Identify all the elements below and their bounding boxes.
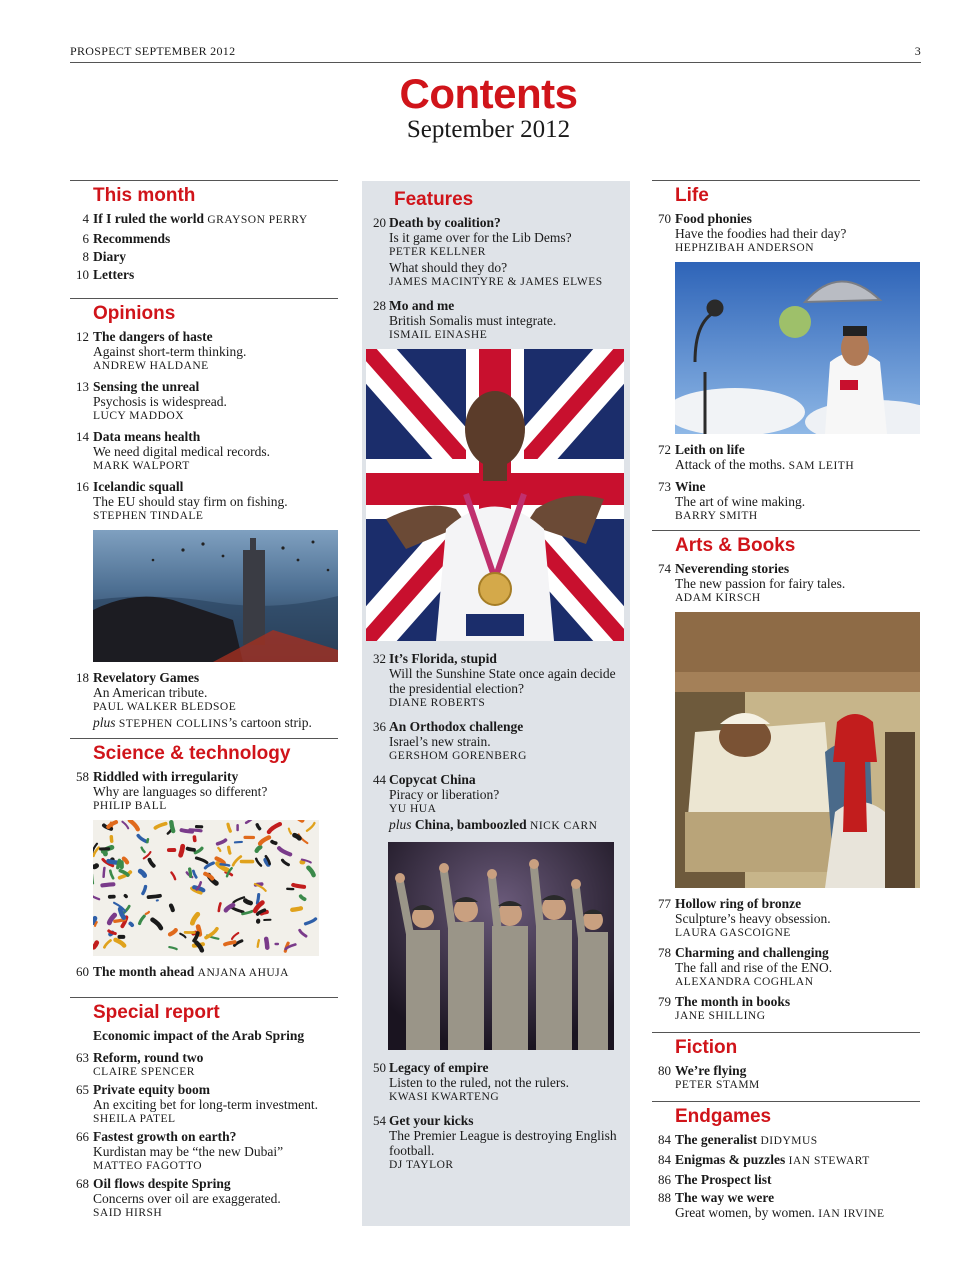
entry-author: ADAM KIRSCH	[675, 592, 761, 604]
page-ref: 28	[373, 298, 386, 313]
section-opinions	[70, 298, 338, 732]
entry-description: Sculpture’s heavy obsession.	[675, 911, 831, 926]
section-title: Features	[394, 189, 474, 210]
entry-description: Why are languages so different?	[93, 784, 268, 799]
page-ref: 73	[658, 479, 671, 494]
brush-stroke	[109, 861, 118, 863]
plus-rest: ’s cartoon strip.	[228, 715, 312, 730]
plus-title: China, bamboozled	[414, 817, 527, 832]
toc-entry[interactable]	[362, 298, 630, 343]
brush-stroke	[171, 906, 173, 911]
section-title: Endgames	[675, 1106, 772, 1127]
entry-author: SHEILA PATEL	[93, 1113, 176, 1125]
toc-entry[interactable]	[362, 772, 630, 834]
entry-author: ANDREW HALDANE	[93, 360, 209, 372]
entry-description: Is it game over for the Lib Dems?	[389, 230, 572, 245]
chef-cloche-photo	[675, 262, 920, 434]
page-ref: 68	[76, 1176, 89, 1191]
page-ref: 16	[76, 479, 89, 494]
entry-author: PETER STAMM	[675, 1079, 760, 1091]
page-ref: 8	[82, 249, 89, 264]
brush-stroke	[295, 835, 300, 838]
entry-title: Diary	[93, 249, 126, 264]
toc-entry[interactable]	[70, 231, 338, 246]
section-science	[70, 738, 338, 981]
section-arts-books	[652, 530, 920, 1024]
page-ref: 66	[76, 1129, 89, 1144]
brush-stroke	[258, 940, 259, 947]
brush-stroke	[257, 825, 259, 829]
left-column	[70, 180, 338, 1227]
entry-title: Recommends	[93, 231, 171, 246]
entry-author: PETER KELLNER	[389, 246, 486, 258]
page-ref: 63	[76, 1050, 89, 1065]
page-ref: 60	[76, 964, 89, 979]
toc-entry[interactable]	[362, 1113, 630, 1173]
section-title: Fiction	[675, 1037, 738, 1058]
entry-title: The way we were	[675, 1190, 775, 1205]
brush-stroke	[257, 895, 258, 904]
brush-stroke	[257, 847, 261, 851]
entry-description: Will the Sunshine State once again decide the presidential election?	[389, 666, 616, 696]
entry-title: Letters	[93, 267, 135, 282]
brush-stroke	[171, 822, 173, 831]
plus-author: NICK CARN	[530, 820, 598, 832]
entry-title: Charming and challenging	[675, 945, 829, 960]
entry-description: Psychosis is widespread.	[93, 394, 227, 409]
page-subtitle: September 2012	[406, 116, 571, 143]
entry-author-2: JAMES MACINTYRE & JAMES ELWES	[389, 276, 603, 288]
entry-author: IAN STEWART	[788, 1155, 870, 1167]
brush-stroke	[94, 918, 95, 922]
brush-stroke	[225, 942, 235, 944]
fishing-boat-photo	[93, 530, 338, 662]
entry-description: Concerns over oil are exaggerated.	[93, 1191, 281, 1206]
brush-stroke	[190, 869, 191, 876]
page-ref: 58	[76, 769, 89, 784]
entry-title: The Prospect list	[675, 1172, 772, 1187]
toc-entry[interactable]	[70, 249, 338, 264]
toc-entry[interactable]	[652, 896, 920, 941]
red-riding-hood-image	[675, 612, 920, 888]
page-ref: 14	[76, 429, 89, 444]
header-rule	[70, 62, 921, 63]
brush-stroke	[219, 903, 221, 911]
section-this-month	[70, 180, 338, 282]
entry-title: It’s Florida, stupid	[389, 651, 497, 666]
brush-stroke	[245, 901, 250, 904]
entry-author: JANE SHILLING	[675, 1010, 766, 1022]
page-ref: 86	[658, 1172, 671, 1187]
entry-description: Kurdistan may be “the new Dubai”	[93, 1144, 284, 1159]
entry-description: Israel’s new strain.	[389, 734, 491, 749]
entry-author: IAN IRVINE	[818, 1208, 885, 1220]
plus-word: plus	[93, 715, 116, 730]
entry-author: HEPHZIBAH ANDERSON	[675, 242, 815, 254]
right-column	[652, 180, 920, 1228]
section-title: Life	[675, 185, 709, 206]
entry-description: Have the foodies had their day?	[675, 226, 847, 241]
entry-title: Hollow ring of bronze	[675, 896, 802, 911]
brush-stroke	[95, 866, 97, 867]
lead-title: Economic impact of the Arab Spring	[93, 1028, 305, 1043]
entry-title: Enigmas & puzzles	[675, 1152, 786, 1167]
page-ref: 72	[658, 442, 671, 457]
toc-entry[interactable]	[652, 442, 920, 474]
toc-entry[interactable]	[70, 267, 338, 282]
toc-entry[interactable]	[362, 651, 630, 711]
entry-description-2: What should they do?	[389, 260, 508, 275]
calligraphy-art	[93, 820, 319, 956]
entry-description: The Premier League is destroying English football.	[389, 1128, 617, 1158]
brush-stroke	[147, 839, 148, 842]
page-ref: 36	[373, 719, 386, 734]
entry-description-line	[675, 1205, 920, 1222]
page-ref: 50	[373, 1060, 386, 1075]
entry-title: Sensing the unreal	[93, 379, 200, 394]
section-life	[652, 180, 920, 524]
entry-author: MARK WALPORT	[93, 460, 190, 472]
brush-stroke	[190, 830, 201, 831]
section-title: Arts & Books	[675, 535, 796, 556]
leaders-waving-photo	[388, 842, 614, 1050]
toc-entry[interactable]	[70, 670, 338, 732]
page-ref: 6	[82, 231, 89, 246]
page-ref: 84	[658, 1152, 671, 1167]
entry-title: If I ruled the world	[93, 211, 204, 226]
entry-author: GERSHOM GORENBERG	[389, 750, 527, 762]
page-ref: 77	[658, 896, 671, 911]
toc-entry[interactable]	[70, 1050, 338, 1080]
brush-stroke	[130, 924, 132, 926]
page-ref: 18	[76, 670, 89, 685]
brush-stroke	[125, 896, 126, 897]
toc-entry[interactable]	[70, 379, 338, 424]
toc-entry[interactable]	[652, 1152, 920, 1169]
section-title: Special report	[93, 1002, 220, 1023]
section-special-report	[70, 997, 338, 1221]
brush-stroke	[229, 847, 230, 853]
page-ref: 13	[76, 379, 89, 394]
brush-stroke	[221, 864, 230, 865]
entry-author: SAID HIRSH	[93, 1207, 163, 1219]
plus-word: plus	[389, 817, 412, 832]
page-ref: 84	[658, 1132, 671, 1147]
brush-stroke	[293, 885, 304, 887]
page-ref: 80	[658, 1063, 671, 1078]
entry-author: SAM LEITH	[788, 460, 855, 472]
brush-stroke	[292, 908, 301, 910]
running-header	[70, 44, 921, 62]
entry-title: Neverending stories	[675, 561, 790, 576]
entry-author: DJ TAYLOR	[389, 1159, 454, 1171]
entry-title: Oil flows despite Spring	[93, 1176, 231, 1191]
entry-title: The month in books	[675, 994, 791, 1009]
entry-description: Against short-term thinking.	[93, 344, 247, 359]
brush-stroke	[102, 884, 113, 885]
toc-entry[interactable]	[652, 1063, 920, 1093]
entry-description: Piracy or liberation?	[389, 787, 500, 802]
page-ref: 10	[76, 267, 89, 282]
page-ref: 70	[658, 211, 671, 226]
entry-author: LUCY MADDOX	[93, 410, 185, 422]
entry-description: Attack of the moths.	[675, 457, 786, 472]
toc-entry[interactable]	[652, 1172, 920, 1187]
brush-stroke	[235, 842, 242, 843]
entry-description: British Somalis must integrate.	[389, 313, 557, 328]
entry-author: DIANE ROBERTS	[389, 697, 486, 709]
athlete-flag-image	[366, 349, 624, 641]
brush-stroke	[188, 849, 194, 850]
section-title: This month	[93, 185, 196, 206]
entry-title: Fastest growth on earth?	[93, 1129, 237, 1144]
entry-description: The fall and rise of the ENO.	[675, 960, 833, 975]
toc-entry[interactable]	[652, 211, 920, 256]
entry-description: Listen to the ruled, not the rulers.	[389, 1075, 569, 1090]
toc-entry[interactable]	[70, 1082, 338, 1127]
entry-description: Great women, by women.	[675, 1205, 815, 1220]
entry-author: GRAYSON PERRY	[207, 214, 308, 226]
section-title: Opinions	[93, 303, 176, 324]
entry-author: ISMAIL EINASHE	[389, 329, 488, 341]
toc-entry[interactable]	[70, 211, 338, 228]
brush-stroke	[181, 846, 183, 855]
entry-title: The dangers of haste	[93, 329, 213, 344]
entry-title: Icelandic squall	[93, 479, 184, 494]
toc-entry[interactable]	[70, 479, 338, 524]
entry-description: We need digital medical records.	[93, 444, 270, 459]
entry-author: KWASI KWARTENG	[389, 1091, 500, 1103]
entry-description: An American tribute.	[93, 685, 208, 700]
fishing-boat-image	[93, 530, 338, 662]
entry-author: PAUL WALKER BLEDSOE	[93, 701, 237, 713]
section-title: Science & technology	[93, 743, 291, 764]
entry-title: Get your kicks	[389, 1113, 474, 1128]
toc-entry[interactable]	[652, 479, 920, 524]
toc-entry[interactable]	[70, 1129, 338, 1174]
publication-line: PROSPECT SEPTEMBER 2012	[70, 44, 236, 58]
entry-title: Revelatory Games	[93, 670, 200, 685]
entry-title: Mo and me	[389, 298, 455, 313]
page-ref: 74	[658, 561, 671, 576]
entry-title: Reform, round two	[93, 1050, 204, 1065]
brush-stroke	[149, 896, 161, 897]
entry-description-line	[675, 457, 920, 474]
entry-author: MATTEO FAGOTTO	[93, 1160, 203, 1172]
brush-stroke	[272, 842, 276, 844]
toc-entry[interactable]	[70, 329, 338, 374]
entry-title: Wine	[675, 479, 706, 494]
section-endgames	[652, 1101, 920, 1222]
entry-title: Death by coalition?	[389, 215, 501, 230]
entry-author: DIDYMUS	[760, 1135, 818, 1147]
brush-stroke	[94, 943, 97, 948]
section-fiction	[652, 1032, 920, 1093]
entry-author: CLAIRE SPENCER	[93, 1066, 195, 1078]
page-ref: 79	[658, 994, 671, 1009]
entry-title: An Orthodox challenge	[389, 719, 524, 734]
features-column	[362, 181, 630, 1226]
entry-title: Copycat China	[389, 772, 476, 787]
page-ref: 88	[658, 1190, 671, 1205]
toc-entry[interactable]	[70, 1176, 338, 1221]
toc-entry[interactable]	[362, 1060, 630, 1105]
toc-entry[interactable]	[652, 1190, 920, 1222]
entry-title: Leith on life	[675, 442, 745, 457]
page-ref: 54	[373, 1113, 386, 1128]
entry-title: We’re flying	[675, 1063, 747, 1078]
entry-description: The new passion for fairy tales.	[675, 576, 846, 591]
entry-title: Legacy of empire	[389, 1060, 489, 1075]
plus-author: STEPHEN COLLINS	[118, 718, 229, 730]
brush-stroke	[118, 860, 120, 867]
entry-description: The EU should stay firm on fishing.	[93, 494, 288, 509]
page-ref: 20	[373, 215, 386, 230]
entry-plus-line	[93, 715, 338, 732]
toc-entry[interactable]	[652, 945, 920, 990]
brush-stroke	[266, 939, 267, 948]
entry-author: ALEXANDRA COGHLAN	[675, 976, 814, 988]
page-title: Contents	[399, 70, 578, 117]
entry-author: LAURA GASCOIGNE	[675, 927, 791, 939]
entry-author: PHILIP BALL	[93, 800, 167, 812]
page-number: 3	[914, 44, 921, 58]
entry-title: Data means health	[93, 429, 201, 444]
entry-author: ANJANA AHUJA	[197, 967, 289, 979]
toc-entry[interactable]	[362, 719, 630, 764]
page-ref: 44	[373, 772, 386, 787]
red-riding-hood-illustration	[675, 612, 920, 888]
page-ref: 12	[76, 329, 89, 344]
entry-title: The generalist	[675, 1132, 758, 1147]
entry-title: The month ahead	[93, 964, 195, 979]
page-ref: 65	[76, 1082, 89, 1097]
page-ref: 4	[82, 211, 89, 226]
toc-entry[interactable]	[70, 429, 338, 474]
brush-stroke	[104, 868, 105, 877]
special-report-lead	[70, 1028, 338, 1043]
entry-author: STEPHEN TINDALE	[93, 510, 204, 522]
entry-title: Riddled with irregularity	[93, 769, 239, 784]
toc-entry[interactable]	[652, 994, 920, 1024]
calligraphy-art-image	[93, 820, 319, 956]
athlete-flag-photo	[366, 349, 624, 641]
entry-title: Private equity boom	[93, 1082, 210, 1097]
leaders-waving-image	[388, 842, 614, 1050]
entry-plus-line	[389, 817, 630, 834]
page-ref: 78	[658, 945, 671, 960]
entry-title: Food phonies	[675, 211, 752, 226]
entry-author: BARRY SMITH	[675, 510, 758, 522]
toc-entry[interactable]	[362, 215, 630, 290]
page-ref: 32	[373, 651, 386, 666]
chef-cloche-image	[675, 262, 920, 434]
toc-entry[interactable]	[70, 964, 338, 981]
entry-description: The art of wine making.	[675, 494, 806, 509]
toc-entry[interactable]	[652, 561, 920, 606]
entry-author: YU HUA	[389, 803, 437, 815]
entry-description: An exciting bet for long-term investment.	[93, 1097, 318, 1112]
toc-entry[interactable]	[70, 769, 338, 814]
toc-entry[interactable]	[652, 1132, 920, 1149]
